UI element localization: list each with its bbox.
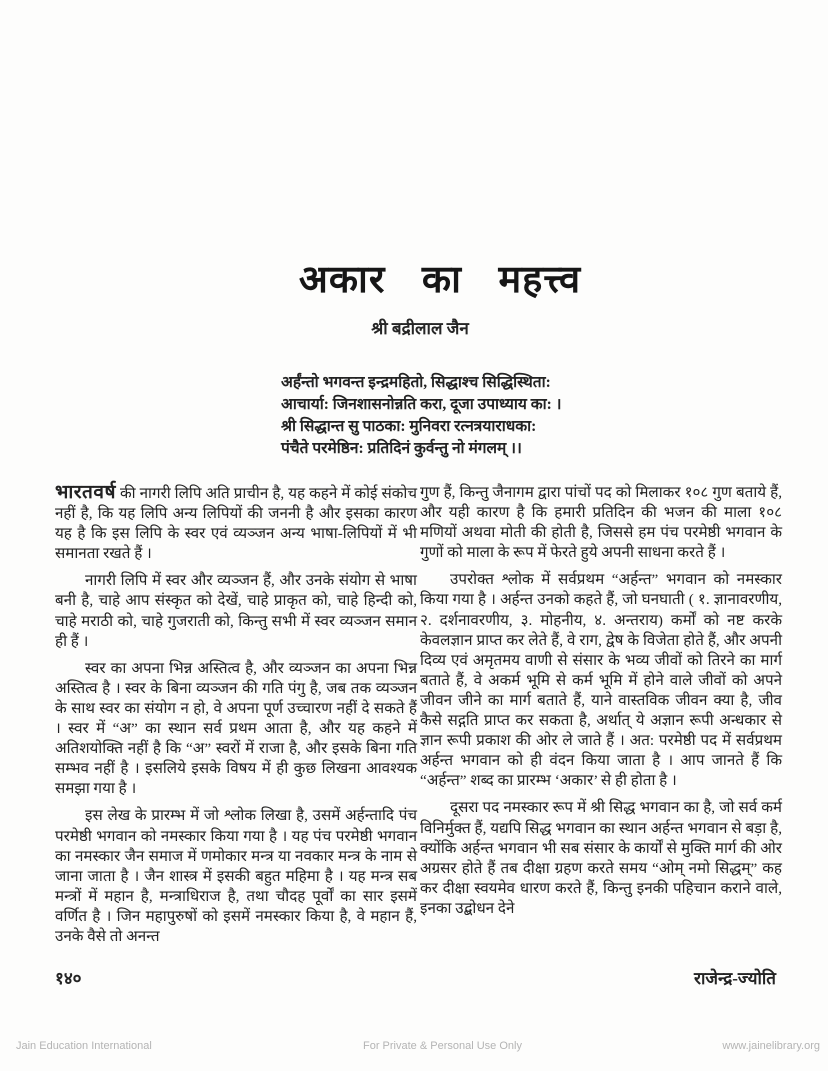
paragraph-text: की नागरी लिपि अति प्राचीन है, यह कहने में कोई संकोच नहीं है, कि यह लिपि अन्य लिपियों की जननी है और इसका कारण यह है कि इस लिपि के स्वर एवं व्यञ्जन अन्य भाषा-लिपियों में भी समानता रखते हैं ।	[55, 485, 417, 563]
paragraph	[55, 483, 417, 564]
verse-line: श्री सिद्धान्त सु पाठका: मुनिवरा रत्नत्रयाराधका:	[281, 418, 537, 435]
paragraph: उपरोक्त श्लोक में सर्वप्रथम “अर्हन्त” भगवान को नमस्कार किया गया है । अर्हन्त उनको कहते हैं, जो घनघाती ( १. ज्ञानावरणीय, २. दर्शनावरणीय, ३. मोहनीय, ४. अन्तराय) कर्मों को नष्ट करके केवलज्ञान प्राप्त कर लेते हैं, वे राग, द्वेष के विजेता होते हैं, और अपनी दिव्य एवं अमृतमय वाणी से संसार के भव्य जीवों को तिरने का मार्ग बताते हैं, वे अकर्म भूमि से कर्म भूमि में होने वाले जीवों को अपने जीवन जीने का मार्ग बताते हैं, याने वास्तविक जीवन क्या है, जीव कैसे सद्गति प्राप्त कर सकता है, अर्थात् ये अज्ञान रूपी अन्धकार से ज्ञान रूपी प्रकाश की ओर ले जाते हैं । अत: परमेष्ठी पद में सर्वप्रथम अर्हन्त भगवान को ही वंदन किया जाता है । आप जानते हैं कि “अर्हन्त” शब्द का प्रारम्भ ‘अकार’ से ही होता है ।	[420, 571, 782, 790]
author-byline: श्री बद्रीलाल जैन	[371, 319, 469, 338]
credit-left: Jain Education International	[16, 1040, 152, 1052]
verse-line: अर्हंन्तो भगवन्त इन्द्रमहितो, सिद्धाश्च सिद्धिस्थिता:	[281, 374, 551, 391]
paragraph: इस लेख के प्रारम्भ में जो श्लोक लिखा है, उसमें अर्हन्तादि पंच परमेष्ठी भगवान को नमस्कार किया गया है । यह पंच परमेष्ठी भगवान का नमस्कार जैन समाज में णमोकार मन्त्र या नवकार मन्त्र के नाम से जाना जाता है । जैन शास्त्र में इसकी बहुत महिमा है । यह मन्त्र सब मन्त्रों में महान है, मन्त्राधिराज है, तथा चौदह पूर्वों का सार इसमें वर्णित है । जिन महापुरुषों को इसमें नमस्कार किया है, वे महान हैं, उनके वैसे तो अनन्त	[55, 807, 417, 945]
verse-line: पंचैते परमेष्ठिन: प्रतिदिनं कुर्वन्तु नो मंगलम् ।।	[281, 440, 522, 457]
credit-url: www.jainelibrary.org	[722, 1040, 820, 1052]
verse-line: आचार्या: जिनशासनोन्नति करा, दूजा उपाध्याय का: ।	[281, 396, 562, 413]
scan-credit-bar	[0, 1040, 828, 1060]
paragraph-lead-word: भारतवर्ष	[55, 482, 116, 503]
right-column	[420, 483, 782, 926]
page-title: अकार का महत्त्व	[298, 259, 582, 301]
paragraph: स्वर का अपना भिन्न अस्तित्व है, और व्यञ्जन का अपना भिन्न अस्तित्व है । स्वर के बिना व्यञ्जन की गति पंगु है, जब तक व्यञ्जन के साथ स्वर का संयोग न हो, वे अपना पूर्ण उच्चारण नहीं दे सकते हैं । स्वर में “अ” का स्थान सर्व प्रथम आता है, और यह कहने में अतिशयोक्ति नहीं है कि “अ” स्वरों में राजा है, और इसके बिना गति सम्भव नहीं है । इसलिये इसके विषय में ही कुछ लिखना आवश्यक समझा गया है ।	[55, 659, 417, 798]
paragraph: नागरी लिपि में स्वर और व्यञ्जन हैं, और उनके संयोग से भाषा बनी है, चाहे आप संस्कृत को देखें, चाहे प्राकृत को, चाहे हिन्दी को, चाहे मराठी को, चाहे गुजराती को, किन्तु सभी में स्वर व्यञ्जन समान ही हैं ।	[55, 572, 417, 650]
page-number: १४०	[55, 969, 82, 988]
invocation-verse	[281, 372, 621, 460]
left-column	[55, 483, 417, 954]
journal-name: राजेन्द्र-ज्योति	[694, 969, 776, 988]
credit-center: For Private & Personal Use Only	[363, 1040, 522, 1052]
paragraph: दूसरा पद नमस्कार रूप में श्री सिद्ध भगवान का है, जो सर्व कर्म विनिर्मुक्त हैं, यद्यपि सिद्ध भगवान का स्थान अर्हन्त भगवान से बड़ा है, क्योंकि अर्हन्त भगवान भी सब संसार के कार्यों से मुक्ति मार्ग की ओर अग्रसर होते हैं तब दीक्षा ग्रहण करते समय “ओम् नमो सिद्धम्” कह कर दीक्षा स्वयमेव धारण करते हैं, किन्तु इनकी पहिचान कराने वाले, इनका उद्बोधन देने	[420, 799, 782, 917]
paragraph-continuation: गुण हैं, किन्तु जैनागम द्वारा पांचों पद को मिलाकर १०८ गुण बताये हैं, और यही कारण है कि हमारी प्रतिदिन की भजन की माला १०८ मणियों अथवा मोती की होती है, जिससे हम पंच परमेष्ठी भगवान के गुणों को माला के रूप में फेरते हुये अपनी साधना करते हैं ।	[420, 484, 782, 562]
